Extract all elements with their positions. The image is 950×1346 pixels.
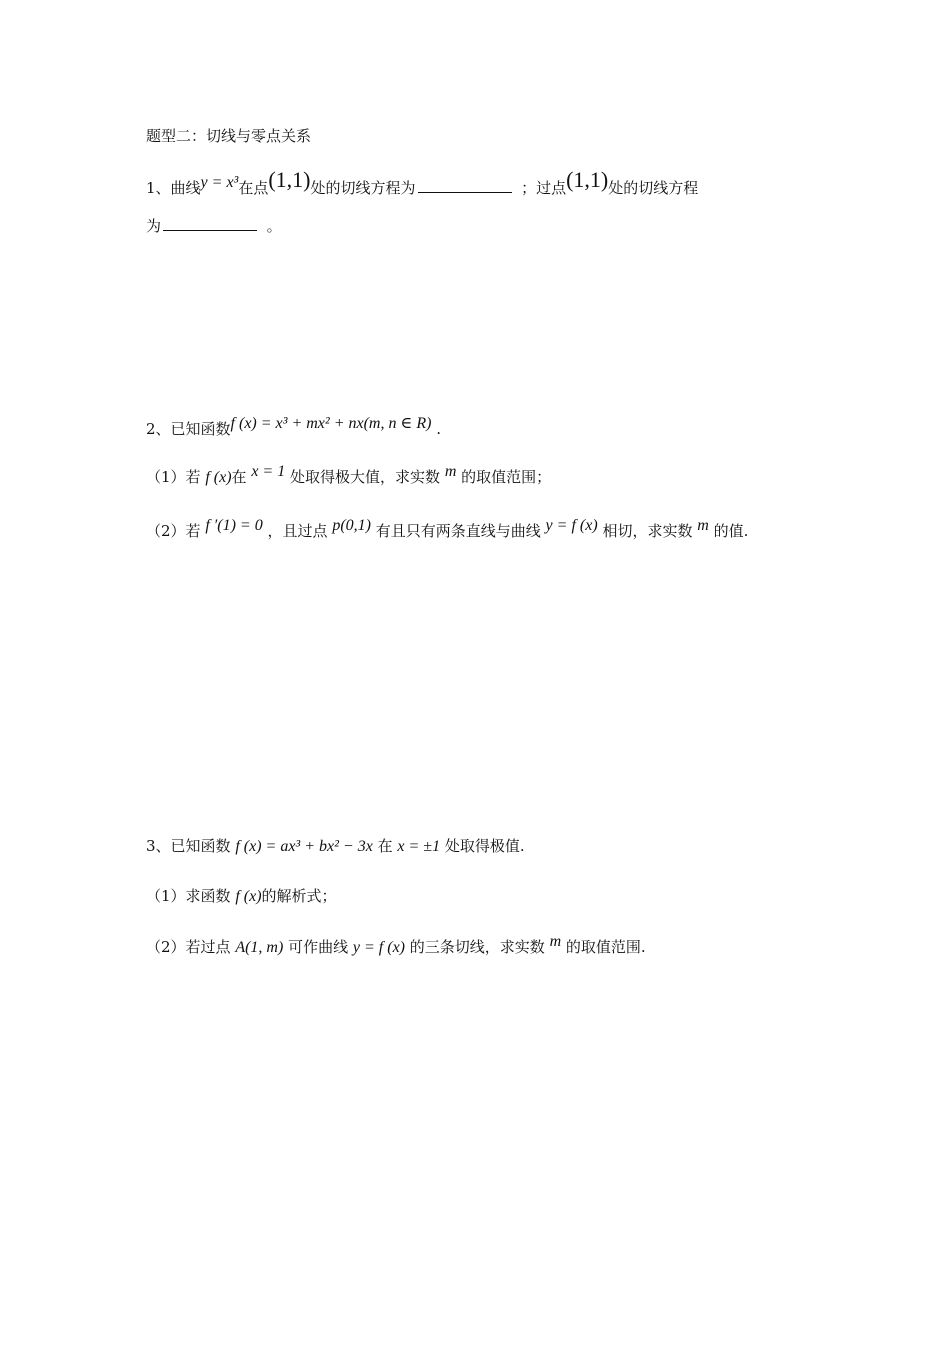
question-3-stem (146, 835, 525, 858)
q1-at-point-text: 在点 (238, 179, 269, 197)
q2-p1-text: 处取得极大值，求实数 (290, 468, 441, 486)
q3-stem-prefix: 3、已知函数 (146, 837, 231, 855)
q1-answer-blank-2[interactable] (163, 216, 257, 231)
q3-p2-prefix: （2）若过点 (146, 938, 231, 956)
q1-prefix: 1、曲线 (146, 179, 201, 197)
q1-curve-formula: y = x³ (200, 174, 239, 191)
q2-p2-text1: ，且过点 (267, 522, 328, 540)
q3-p2-var: m (549, 933, 562, 950)
question-3-part-1 (146, 885, 337, 908)
q2-p2-text3: 相切，求实数 (602, 522, 693, 540)
question-2-part-1 (146, 463, 552, 489)
q3-p2-point: A(1, m) (235, 939, 284, 956)
question-1-line-1 (146, 167, 699, 200)
q2-p1-prefix: （1）若 (146, 468, 201, 486)
q2-p2-prefix: （2）若 (146, 522, 201, 540)
q2-p2-end: 的值. (713, 522, 749, 540)
q2-p2-text2: 有且只有两条直线与曲线 (375, 522, 541, 540)
q3-p1-end: 的解析式； (261, 887, 337, 905)
q3-p2-text2: 的三条切线，求实数 (409, 938, 545, 956)
question-3-part-2 (146, 933, 646, 959)
q1-wei-text: 为 (146, 217, 162, 235)
q3-p2-curve: y = f (x) (352, 939, 405, 956)
q2-p1-var: m (444, 463, 457, 480)
q1-separator-text: ；过点 (521, 179, 567, 197)
q3-p1-function: f (x) (235, 888, 262, 905)
q1-answer-blank-1[interactable] (418, 178, 512, 193)
q3-p2-end: 的取值范围. (565, 938, 646, 956)
section-heading: 题型二：切线与零点关系 (146, 127, 312, 145)
q3-stem-end: 处取得极值. (444, 837, 525, 855)
q2-p1-end: 的取值范围； (461, 468, 552, 486)
question-2-stem (146, 415, 441, 441)
q2-p1-zai: 在 (231, 468, 247, 486)
q1-point-b: (1,1) (566, 167, 609, 192)
q3-condition: x = ±1 (397, 838, 441, 855)
q2-p1-condition: x = 1 (251, 463, 286, 480)
q2-function-formula: f (x) = x³ + mx² + nx(m, n ∈ R) (230, 415, 432, 432)
q2-p2-curve: y = f (x) (545, 517, 598, 534)
q3-stem-zai: 在 (377, 837, 393, 855)
q1-end-mark: 。 (266, 217, 282, 235)
q3-p2-text1: 可作曲线 (288, 938, 349, 956)
question-1-line-2 (146, 215, 282, 237)
question-2-part-2 (146, 517, 749, 543)
q2-stem-prefix: 2、已知函数 (146, 420, 231, 438)
q2-stem-end: . (436, 420, 441, 438)
q3-function-formula: f (x) = ax³ + bx² − 3x (235, 838, 373, 855)
q2-p2-condition: f ′(1) = 0 (205, 517, 263, 534)
q2-p2-var: m (697, 517, 709, 534)
q3-p1-prefix: （1）求函数 (146, 887, 231, 905)
q2-p2-point: p(0,1) (332, 517, 371, 534)
q1-tangent-through-text: 处的切线方程 (608, 179, 699, 197)
q1-point-a: (1,1) (268, 167, 311, 192)
q2-p1-function: f (x) (205, 469, 232, 486)
q1-tangent-at-text: 处的切线方程为 (310, 179, 416, 197)
